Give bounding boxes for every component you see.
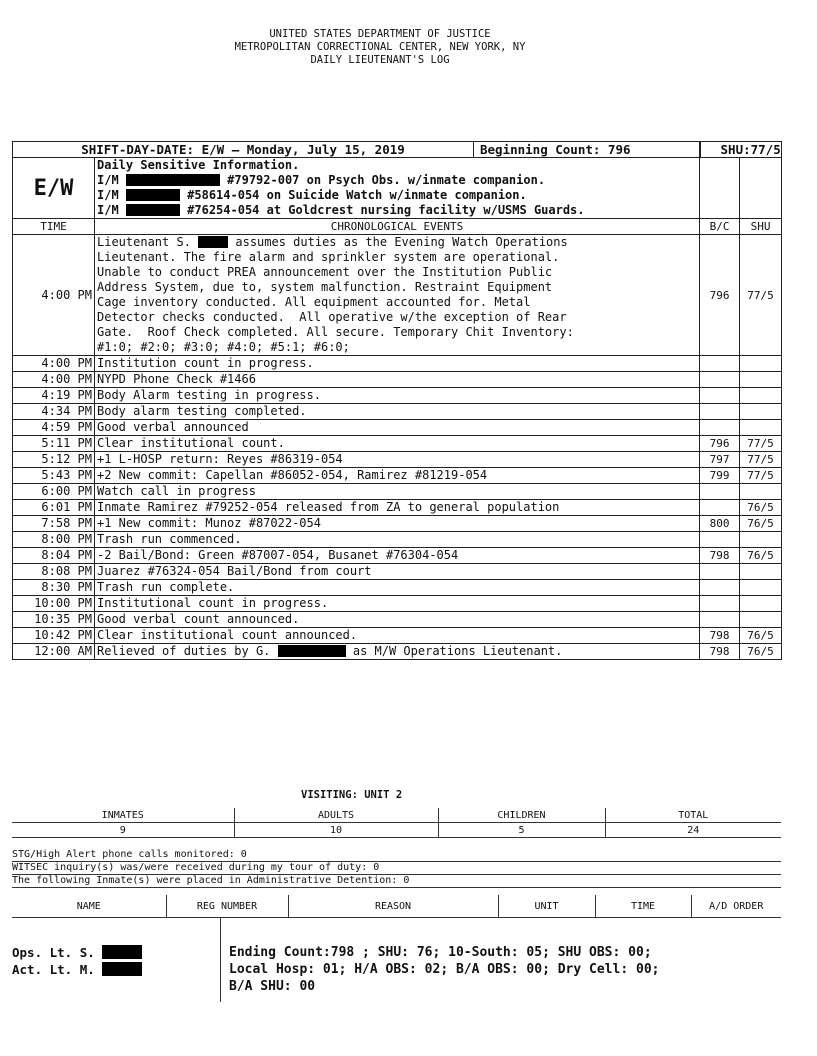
- log-entry: [13, 516, 782, 532]
- entry-event: Juarez #76324-054 Bail/Bond from court: [95, 564, 700, 580]
- witsec-note: WITSEC inquiry(s) was/were received during my tour of duty: 0: [12, 862, 781, 875]
- entry-time: 6:00 PM: [13, 484, 95, 500]
- entry-shu: 77/5: [740, 452, 782, 468]
- entry-bc: 796: [700, 235, 740, 356]
- log-entry: [13, 532, 782, 548]
- sensitive-item: I/M #58614-054 on Suicide Watch w/inmate companion.: [97, 188, 527, 202]
- entry-shu: [740, 612, 782, 628]
- redaction-bar: [278, 645, 346, 657]
- entry-shu: [740, 484, 782, 500]
- admin-detention-table: [12, 895, 781, 918]
- entry-shu: 76/5: [740, 500, 782, 516]
- stg-note: STG/High Alert phone calls monitored: 0: [12, 849, 781, 862]
- entry-time: 4:00 PM: [13, 372, 95, 388]
- entry-event: Institutional count in progress.: [95, 596, 700, 612]
- visiting-header-row: [12, 808, 781, 823]
- entry-bc: [700, 484, 740, 500]
- log-entry: [13, 372, 782, 388]
- entry-shu: 76/5: [740, 644, 782, 660]
- entry-event: +1 L-HOSP return: Reyes #86319-054: [95, 452, 700, 468]
- entry-time: 10:00 PM: [13, 596, 95, 612]
- shift-row: [13, 142, 782, 158]
- shift-shu: SHU:77/5: [700, 142, 782, 158]
- header-line-2: METROPOLITAN CORRECTIONAL CENTER, NEW YORK, NY: [234, 41, 526, 53]
- column-header-row: [13, 219, 782, 235]
- log-entry-last: [13, 644, 782, 660]
- col-shu: SHU: [740, 219, 782, 235]
- visiting-header: ADULTS: [234, 808, 438, 823]
- entry-bc: [700, 596, 740, 612]
- entry-event: Relieved of duties by G. as M/W Operations Lieutenant.: [95, 644, 700, 660]
- sensitive-info: [95, 158, 700, 219]
- redaction-bar: [102, 962, 142, 976]
- col-events: CHRONOLOGICAL EVENTS: [95, 219, 700, 235]
- log-entry: [13, 596, 782, 612]
- entry-time: 10:35 PM: [13, 612, 95, 628]
- log-entry: [13, 356, 782, 372]
- entry-time: 8:08 PM: [13, 564, 95, 580]
- entry-time: 4:59 PM: [13, 420, 95, 436]
- entry-bc: [700, 580, 740, 596]
- entry-event: Trash run commenced.: [95, 532, 700, 548]
- entry-shu: [740, 388, 782, 404]
- entry-bc: 798: [700, 628, 740, 644]
- entry-time: 8:30 PM: [13, 580, 95, 596]
- log-entry: [13, 420, 782, 436]
- entry-shu: [740, 532, 782, 548]
- redaction-bar: [198, 236, 228, 248]
- entry-bc: [700, 612, 740, 628]
- shift-day-date: SHIFT-DAY-DATE: E/W – Monday, July 15, 2019: [81, 142, 405, 157]
- log-entry: [13, 468, 782, 484]
- entry-time: 7:58 PM: [13, 516, 95, 532]
- ad-header: UNIT: [498, 895, 595, 918]
- entry-bc: [700, 532, 740, 548]
- entry-bc: 800: [700, 516, 740, 532]
- entry-event: NYPD Phone Check #1466: [95, 372, 700, 388]
- entry-time: 8:04 PM: [13, 548, 95, 564]
- entry-event: +2 New commit: Capellan #86052-054, Ramirez #81219-054: [95, 468, 700, 484]
- log-entry: [13, 612, 782, 628]
- visiting-value: 5: [438, 823, 605, 838]
- entry-bc: [700, 420, 740, 436]
- visiting-header: TOTAL: [605, 808, 781, 823]
- entry-event: Body alarm testing completed.: [95, 404, 700, 420]
- header-line-3: DAILY LIEUTENANT'S LOG: [310, 54, 450, 66]
- redaction-bar: [126, 204, 180, 216]
- entry-event: -2 Bail/Bond: Green #87007-054, Busanet #76304-054: [95, 548, 700, 564]
- ops-lieutenant-signature: Ops. Lt. S.: [12, 944, 142, 961]
- entry-shu: [740, 580, 782, 596]
- entry-event: +1 New commit: Munoz #87022-054: [95, 516, 700, 532]
- ad-header: NAME: [12, 895, 166, 918]
- ad-header: REG NUMBER: [166, 895, 288, 918]
- entry-time: 4:00 PM: [13, 356, 95, 372]
- entry-shu: 76/5: [740, 628, 782, 644]
- entry-shu: 77/5: [740, 235, 782, 356]
- entry-time: 12:00 AM: [13, 644, 95, 660]
- act-lieutenant-signature: Act. Lt. M.: [12, 961, 142, 978]
- redaction-bar: [102, 945, 142, 959]
- log-entry: [13, 628, 782, 644]
- entry-bc: 797: [700, 452, 740, 468]
- visiting-header: CHILDREN: [438, 808, 605, 823]
- ending-line-1: Ending Count:798 ; SHU: 76; 10-South: 05; SHU OBS: 00;: [229, 945, 652, 960]
- entry-event: Trash run complete.: [95, 580, 700, 596]
- entry-bc: [700, 356, 740, 372]
- ad-header: REASON: [288, 895, 498, 918]
- visiting-table: [12, 808, 781, 838]
- entry-bc: [700, 500, 740, 516]
- visiting-header: INMATES: [12, 808, 234, 823]
- sensitive-item: I/M #76254-054 at Goldcrest nursing facility w/USMS Guards.: [97, 203, 585, 217]
- entry-event: Good verbal announced: [95, 420, 700, 436]
- ad-header: A/D ORDER: [691, 895, 781, 918]
- entry-shu: 76/5: [740, 548, 782, 564]
- entry-time: 5:11 PM: [13, 436, 95, 452]
- entry-bc: 799: [700, 468, 740, 484]
- redaction-bar: [126, 174, 220, 186]
- entry-shu: 77/5: [740, 436, 782, 452]
- entry-shu: [740, 404, 782, 420]
- entry-time: 4:34 PM: [13, 404, 95, 420]
- admin-detention-note: The following Inmate(s) were placed in Administrative Detention: 0: [12, 875, 781, 888]
- entry-time: 4:00 PM: [13, 235, 95, 356]
- ending-line-3: B/A SHU: 00: [229, 979, 316, 994]
- entry-time: 4:19 PM: [13, 388, 95, 404]
- beginning-count: Beginning Count: 796: [473, 142, 699, 157]
- divider: [220, 918, 221, 1002]
- entry-event: Watch call in progress: [95, 484, 700, 500]
- shift-code: E/W: [13, 158, 95, 219]
- col-bc: B/C: [700, 219, 740, 235]
- log-entry: [13, 548, 782, 564]
- entry-event: Clear institutional count.: [95, 436, 700, 452]
- log-entry: [13, 388, 782, 404]
- log-entry-first: [13, 235, 782, 356]
- entry-shu: [740, 420, 782, 436]
- entry-event: Body Alarm testing in progress.: [95, 388, 700, 404]
- entry-bc: [700, 564, 740, 580]
- entry-time: 8:00 PM: [13, 532, 95, 548]
- sensitive-title: Daily Sensitive Information.: [97, 158, 300, 172]
- entry-shu: 77/5: [740, 468, 782, 484]
- entry-event: Lieutenant S. assumes duties as the Evening Watch Operations Lieutenant. The fire alarm and sprinkler system are operational. Unable to conduct PREA announcement over the Institution Public Address System, due to, system malfunction. Restraint Equipment Cage inventory conducted. All equipment accounted for. Metal Detector checks conducted. All operative w/the exception of Rear Gate. Roof Check completed. All secure. Temporary Chit Inventory: #1:0; #2:0; #3:0; #4:0; #5:1; #6:0;: [95, 235, 700, 356]
- sensitive-item: I/M #79792-007 on Psych Obs. w/inmate companion.: [97, 173, 546, 187]
- entry-time: 10:42 PM: [13, 628, 95, 644]
- ending-line-2: Local Hosp: 01; H/A OBS: 02; B/A OBS: 00; Dry Cell: 00;: [229, 962, 660, 977]
- log-entry: [13, 404, 782, 420]
- entry-bc: 798: [700, 644, 740, 660]
- visiting-value-row: [12, 823, 781, 838]
- visiting-value: 24: [605, 823, 781, 838]
- chronological-log-table: [12, 141, 782, 660]
- header-line-1: UNITED STATES DEPARTMENT OF JUSTICE: [269, 28, 491, 40]
- log-entry: [13, 580, 782, 596]
- entry-event: Inmate Ramirez #79252-054 released from ZA to general population: [95, 500, 700, 516]
- visiting-value: 9: [12, 823, 234, 838]
- entry-bc: 798: [700, 548, 740, 564]
- entry-event: Clear institutional count announced.: [95, 628, 700, 644]
- log-entry: [13, 564, 782, 580]
- visiting-value: 10: [234, 823, 438, 838]
- entry-time: 5:43 PM: [13, 468, 95, 484]
- entry-bc: [700, 372, 740, 388]
- entry-shu: [740, 372, 782, 388]
- entry-shu: [740, 596, 782, 612]
- log-entry: [13, 436, 782, 452]
- entry-bc: [700, 388, 740, 404]
- redaction-bar: [126, 189, 180, 201]
- entry-event: Good verbal count announced.: [95, 612, 700, 628]
- col-time: TIME: [13, 219, 95, 235]
- entry-shu: [740, 356, 782, 372]
- entry-bc: 796: [700, 436, 740, 452]
- log-entries: [13, 356, 782, 644]
- log-entry: [13, 500, 782, 516]
- sensitive-row: [13, 158, 782, 219]
- log-entry: [13, 484, 782, 500]
- entry-shu: [740, 564, 782, 580]
- log-entry: [13, 452, 782, 468]
- document-header: [0, 28, 760, 67]
- entry-bc: [700, 404, 740, 420]
- ad-header-row: [12, 895, 781, 918]
- entry-time: 5:12 PM: [13, 452, 95, 468]
- ending-count-block: [229, 944, 659, 995]
- visiting-title: VISITING: UNIT 2: [301, 789, 403, 801]
- ad-header: TIME: [595, 895, 691, 918]
- entry-time: 6:01 PM: [13, 500, 95, 516]
- entry-shu: 76/5: [740, 516, 782, 532]
- entry-event: Institution count in progress.: [95, 356, 700, 372]
